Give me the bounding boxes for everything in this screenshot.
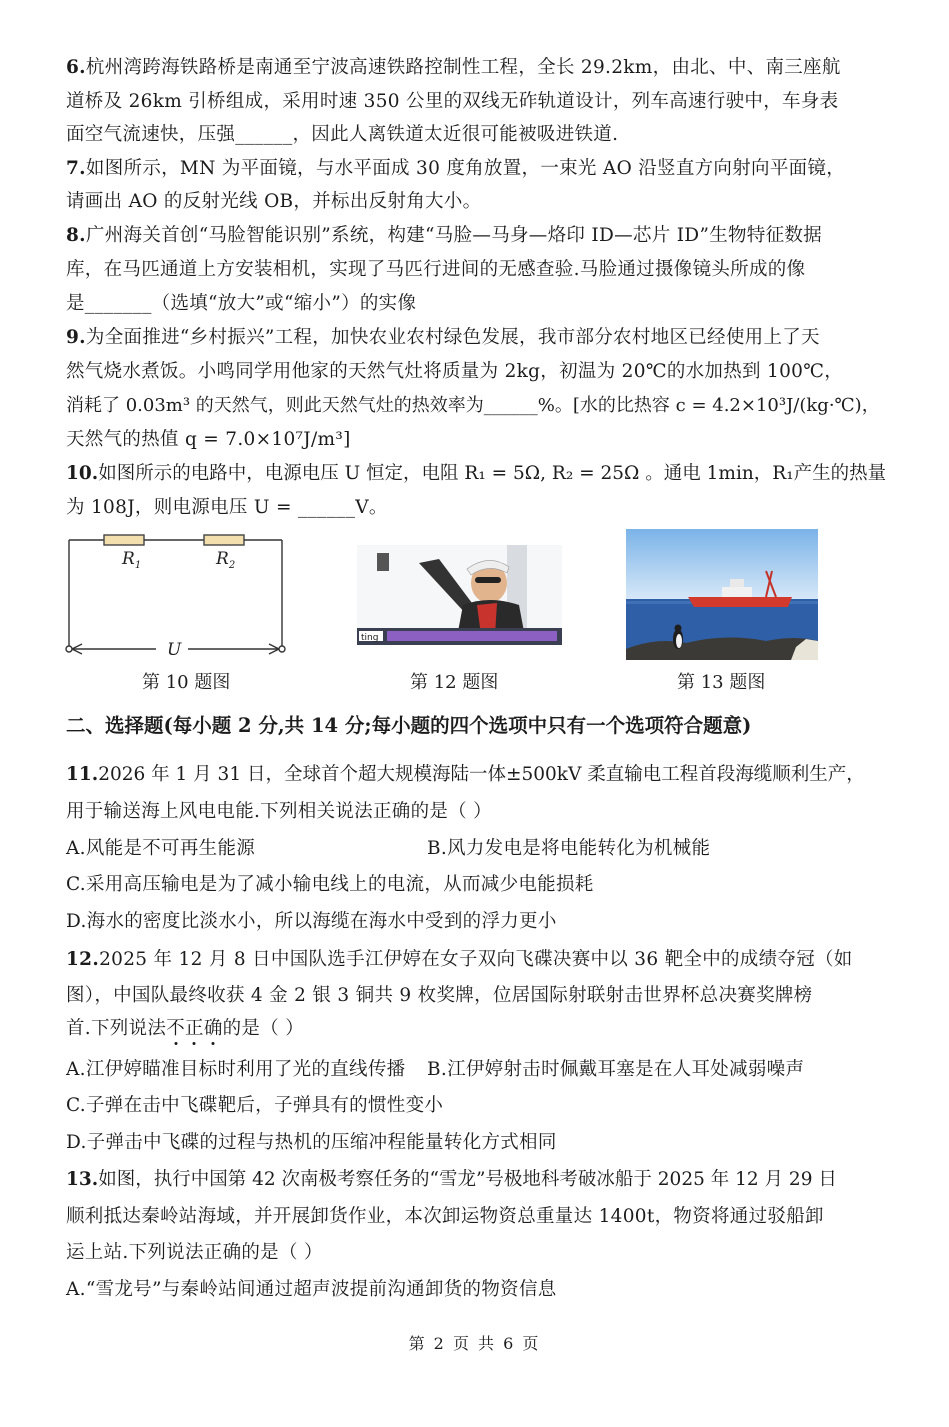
- page-footer: 第 2 页 共 6 页: [408, 1334, 541, 1353]
- circuit-diagram: [64, 530, 288, 660]
- q12-text-1: 2025 年 12 月 8 日中国队选手江伊婷在女子双向飞碟决赛中以 36 靶全中的成绩夺冠（如: [99, 949, 853, 970]
- q9-line-1: [66, 326, 820, 350]
- q13-line-2: 顺利抵达秦岭站海域，并开展卸货作业，本次卸运物资总重量达 1400t，物资将通过驳船卸: [66, 1206, 824, 1227]
- q9-line-4: 天然气的热值 q = 7.0×10⁷J/m³]: [66, 429, 351, 450]
- q11-option-c: C.采用高压输电是为了减小输电线上的电流，从而减少电能损耗: [66, 874, 594, 895]
- q11-number: 11.: [66, 764, 99, 785]
- q11-option-d: D.海水的密度比淡水小，所以海缆在海水中受到的浮力更小: [66, 911, 557, 932]
- tv-caption-text: ting: [361, 633, 379, 643]
- q10-text-1: 如图所示的电路中，电源电压 U 恒定，电阻 R₁ = 5Ω, R₂ = 25Ω 。通电 1min，R₁产生的热量: [98, 463, 887, 484]
- q10-line-1: [66, 462, 886, 486]
- q9-line-2: 然气烧水煮饭。小鸣同学用他家的天然气灶将质量为 2kg，初温为 20℃的水加热到 100℃，: [66, 361, 844, 382]
- q6-line-1: [66, 56, 841, 80]
- emphasis-not-correct: 不正确: [166, 1018, 223, 1039]
- q13-text-1: 如图，执行中国第 42 次南极考察任务的“雪龙”号极地科考破冰船于 2025 年 12 月 29 日: [98, 1169, 837, 1190]
- fig10-caption: 第 10 题图: [142, 672, 231, 693]
- q10-line-2: 为 108J，则电源电压 U = ______V。: [66, 497, 388, 518]
- resistor-r2: [204, 535, 244, 545]
- q8-number: 8.: [66, 225, 86, 246]
- q12-option-b: B.江伊婷射击时佩戴耳塞是在人耳处减弱噪声: [427, 1059, 805, 1080]
- q8-text-1: 广州海关首创“马脸智能识别”系统，构建“马脸—马身—烙印 ID—芯片 ID”生物特征数据: [85, 225, 822, 246]
- r1-label: $R_1$: [122, 549, 142, 571]
- q12-line-1: [66, 948, 853, 972]
- resistor-r1: [104, 535, 144, 545]
- q9-number: 9.: [66, 327, 86, 348]
- voltage-label: U: [167, 640, 182, 660]
- q11-text-1: 2026 年 1 月 31 日，全球首个超大规模海陆一体±500kV 柔直输电工程首段海缆顺利生产，: [98, 764, 865, 785]
- q10-number: 10.: [66, 463, 99, 484]
- q11-option-a: A.风能是不可再生能源: [66, 838, 256, 859]
- fig13-caption: 第 13 题图: [677, 672, 766, 693]
- shooter-photo: [357, 545, 562, 645]
- q12-line-2: 图），中国队最终收获 4 金 2 银 3 铜共 9 枚奖牌，位居国际射联射击世界杯总决赛奖牌榜: [66, 985, 813, 1006]
- q9-text-1: 为全面推进“乡村振兴”工程，加快农业农村绿色发展，我市部分农村地区已经使用上了天: [85, 327, 820, 348]
- q12-number: 12.: [66, 949, 100, 970]
- q6-number: 6.: [66, 57, 86, 78]
- q8-line-2: 库，在马匹通道上方安装相机，实现了马匹行进间的无感查验.马脸通过摄像镜头所成的像: [66, 259, 806, 280]
- q9-line-3: 消耗了 0.03m³ 的天然气，则此天然气灶的热效率为______%。[水的比热容 c = 4.2×10³J/(kg·℃)，: [66, 395, 880, 416]
- fig12-caption: 第 12 题图: [410, 672, 499, 693]
- q8-line-1: [66, 224, 822, 248]
- r2-label: $R_2$: [216, 549, 236, 571]
- q12-option-c: C.子弹在击中飞碟靶后，子弹具有的惯性变小: [66, 1095, 444, 1116]
- q13-option-a: A.“雪龙号”与秦岭站间通过超声波提前沟通卸货的物资信息: [66, 1279, 557, 1300]
- q12-option-d: D.子弹击中飞碟的过程与热机的压缩冲程能量转化方式相同: [66, 1132, 557, 1153]
- q7-line-2: 请画出 AO 的反射光线 OB，并标出反射角大小。: [66, 191, 482, 212]
- q13-line-3: 运上站.下列说法正确的是（ ）: [66, 1242, 323, 1263]
- q13-number: 13.: [66, 1169, 99, 1190]
- q7-text-1: 如图所示，MN 为平面镜，与水平面成 30 度角放置，一束光 AO 沿竖直方向射向平面镜，: [85, 158, 846, 179]
- q11-line-2: 用于输送海上风电电能.下列相关说法正确的是（ ）: [66, 801, 492, 822]
- q6-line-3: 面空气流速快，压强______，因此人离铁道太近很可能被吸进铁道.: [66, 124, 619, 145]
- q8-line-3: 是_______（选填“放大”或“缩小”）的实像: [66, 293, 417, 314]
- q6-text-1: 杭州湾跨海铁路桥是南通至宁波高速铁路控制性工程，全长 29.2km，由北、中、南三座航: [85, 57, 841, 78]
- section-2-heading: 二、选择题(每小题 2 分,共 14 分;每小题的四个选项中只有一个选项符合题意): [66, 714, 752, 737]
- q7-number: 7.: [66, 158, 86, 179]
- q6-line-2: 道桥及 26km 引桥组成，采用时速 350 公里的双线无砟轨道设计，列车高速行驶中，车身表: [66, 91, 839, 112]
- q7-line-1: [66, 157, 845, 181]
- q13-line-1: [66, 1168, 837, 1192]
- q11-line-1: [66, 763, 865, 787]
- q11-option-b: B.风力发电是将电能转化为机械能: [427, 838, 711, 859]
- q12-line-3: 首.下列说法不正确的是（ ）: [66, 1018, 305, 1039]
- q12-option-a: A.江伊婷瞄准目标时利用了光的直线传播: [66, 1059, 406, 1080]
- icebreaker-photo: [626, 529, 818, 660]
